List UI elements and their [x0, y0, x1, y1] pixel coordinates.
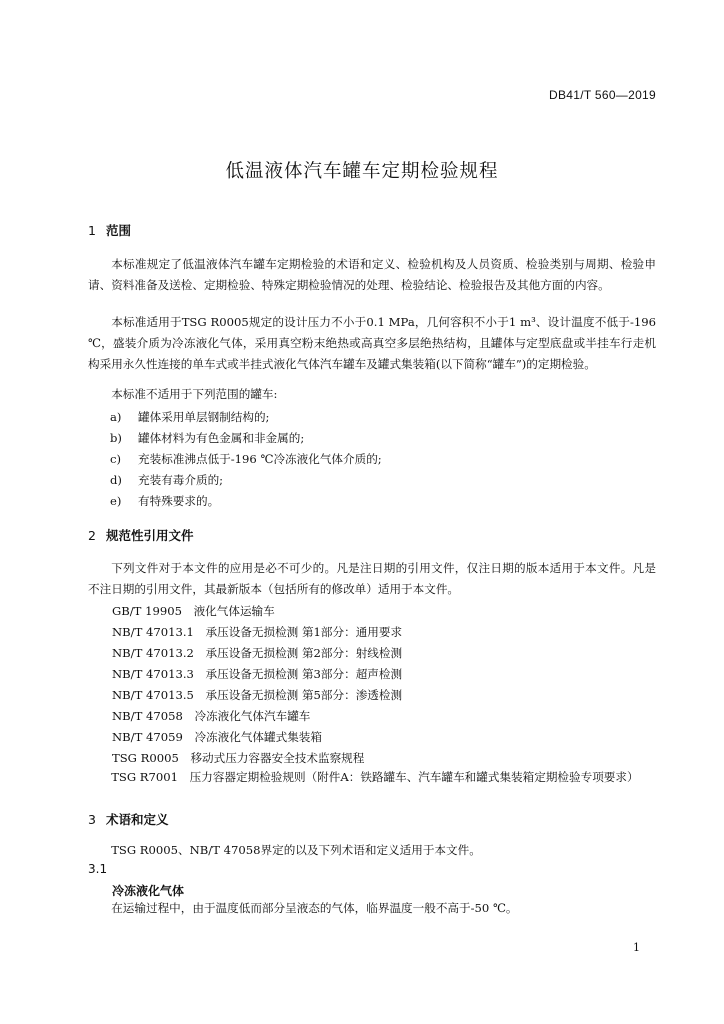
section-number: 3: [88, 812, 96, 827]
reference-item: NB/T 47059 冷冻液化气体罐式集装箱: [112, 730, 322, 744]
reference-item: NB/T 47058 冷冻液化气体汽车罐车: [112, 709, 311, 723]
list-label: a): [110, 410, 122, 424]
list-text: 罐体采用单层钢制结构的;: [138, 410, 270, 424]
list-text: 充装标准沸点低于-196 ℃冷冻液化气体介质的;: [138, 452, 382, 466]
section-title: 范围: [106, 223, 132, 238]
list-item: [110, 430, 304, 446]
section-3-heading: [88, 810, 169, 828]
list-label: c): [110, 452, 122, 466]
section-number: 2: [88, 528, 96, 543]
reference-item: NB/T 47013.2 承压设备无损检测 第2部分：射线检测: [112, 646, 403, 660]
references-intro: 下列文件对于本文件的应用是必不可少的。凡是注日期的引用文件，仅注日期的版本适用于本文件。凡是不注日期的引用文件，其最新版本（包括所有的修改单）适用于本文件。: [88, 561, 656, 597]
list-label: b): [110, 431, 122, 445]
list-item: [110, 472, 223, 488]
document-title: 低温液体汽车罐车定期检验规程: [225, 161, 499, 182]
list-item: [110, 409, 269, 425]
reference-item: TSG R0005 移动式压力容器安全技术监察规程: [112, 751, 365, 765]
reference-item-wrapped: TSG R7001 压力容器定期检验规则（附件A：铁路罐车、汽车罐车和罐式集装箱定期检验专项要求）: [111, 770, 639, 784]
terms-intro: TSG R0005、NB/T 47058界定的以及下列术语和定义适用于本文件。: [111, 843, 481, 857]
list-text: 有特殊要求的。: [138, 494, 220, 508]
scope-paragraph-2: 本标准适用于TSG R0005规定的设计压力不小于0.1 MPa，几何容积不小于1 m³、设计温度不低于-196 ℃，盛装介质为冷冻液化气体，采用真空粉末绝热或高真空多层绝热结构，且罐体与定型底盘或半挂车行走机构采用永久性连接的单车式或半挂式液化气体汽车罐车及罐式集装箱(以下简称“罐车”)的定期检验。: [88, 315, 656, 372]
scope-paragraph-3: 本标准不适用于下列范围的罐车:: [111, 387, 278, 401]
list-text: 罐体材料为有色金属和非金属的;: [138, 431, 305, 445]
section-title: 术语和定义: [106, 812, 169, 827]
reference-item: GB/T 19905 液化气体运输车: [112, 604, 275, 618]
section-2-heading: [88, 526, 194, 544]
term-name: 冷冻液化气体: [112, 884, 185, 898]
scope-paragraph-1: 本标准规定了低温液体汽车罐车定期检验的术语和定义、检验机构及人员资质、检验类别与周期、检验申请、资料准备及送检、定期检验、特殊定期检验情况的处理、检验结论、检验报告及其他方面的内容。: [88, 257, 656, 293]
section-title: 规范性引用文件: [106, 528, 194, 543]
list-text: 充装有毒介质的;: [138, 473, 224, 487]
reference-item: NB/T 47013.5 承压设备无损检测 第5部分：渗透检测: [112, 688, 403, 702]
reference-item: NB/T 47013.3 承压设备无损检测 第3部分：超声检测: [112, 667, 403, 681]
standard-code: DB41/T 560—2019: [548, 88, 656, 102]
list-label: d): [110, 473, 122, 487]
term-number: 3.1: [88, 862, 108, 876]
term-definition: 在运输过程中，由于温度低而部分呈液态的气体，临界温度一般不高于-50 ℃。: [111, 901, 518, 915]
section-number: 1: [88, 223, 96, 238]
reference-item: NB/T 47013.1 承压设备无损检测 第1部分：通用要求: [112, 625, 403, 639]
list-item: [110, 493, 219, 509]
list-item: [110, 451, 382, 467]
list-label: e): [110, 494, 122, 508]
section-1-heading: [88, 221, 131, 239]
page-number: 1: [633, 941, 640, 954]
